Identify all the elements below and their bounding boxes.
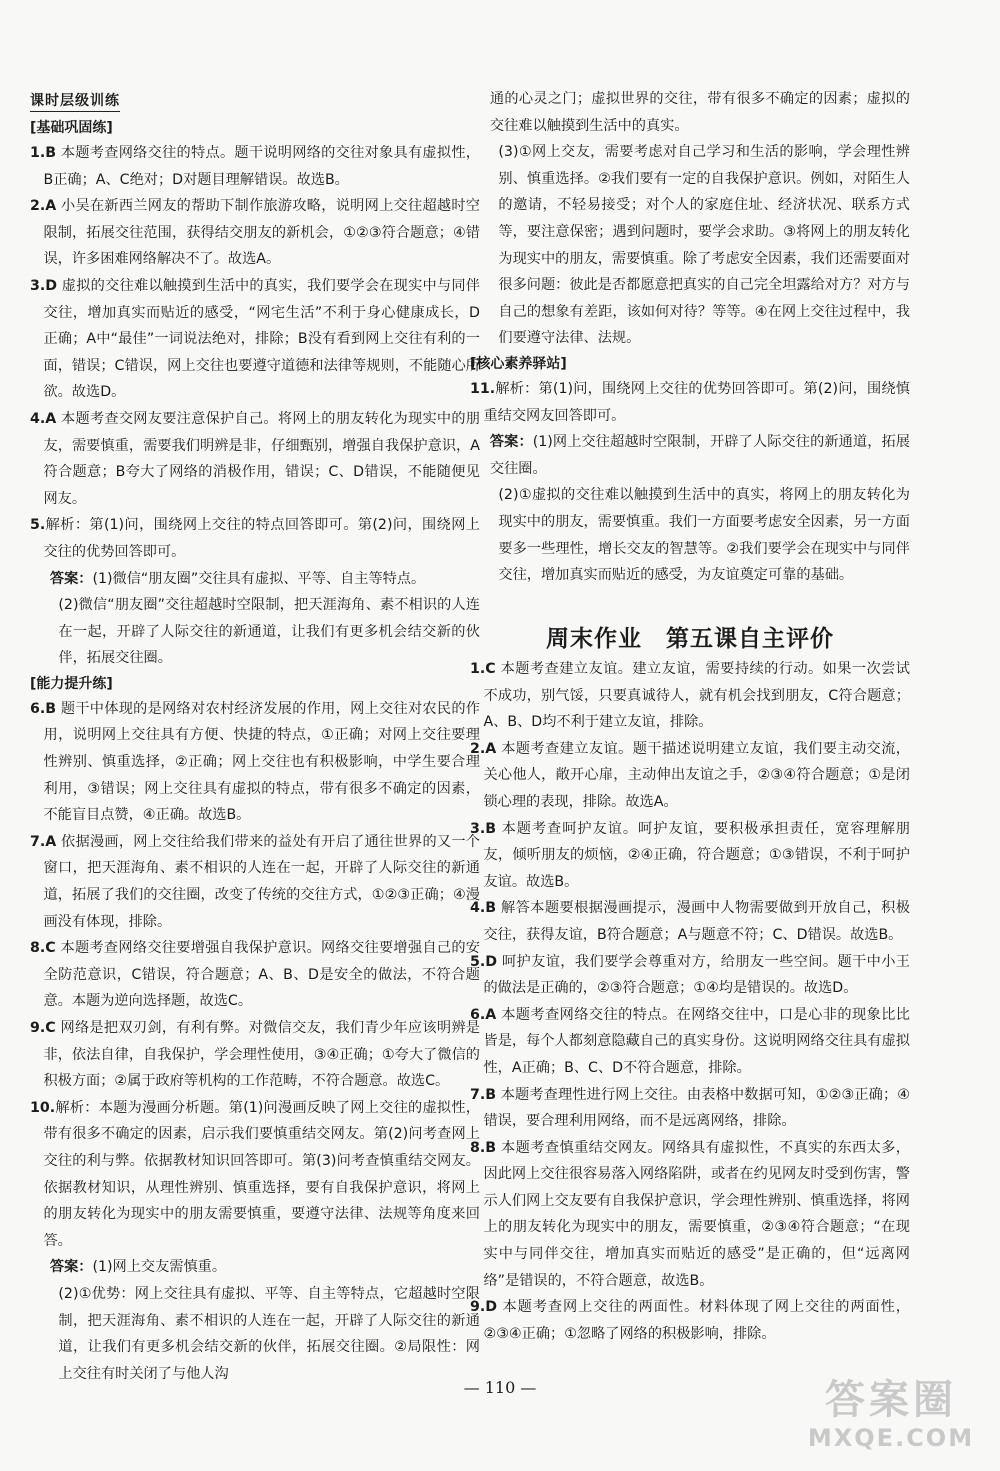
question-7: 7.A 依据漫画，网上交往给我们带来的益处有开启了通往世界的又一个窗口，把天涯海角、素不相识的人连在一起，开辟了人际交往的新通道，拓展了我们的交往圈，改变了传统的交往方式，①②③正确；④漫画没有体现，排除。 <box>30 833 480 930</box>
question-5: 5.解析：第(1)问，围绕网上交往的特点回答即可。第(2)问，围绕网上交往的优势回答即可。 <box>30 517 480 560</box>
question-8: 8.C 本题考查网络交往要增强自我保护意识。网络交往要增强自己的安全防范意识，C错误，符合题意；A、B、D是安全的做法，不符合题意。本题为逆向选择题，故选C。 <box>30 940 480 1010</box>
weekend-question-1: 1.C 本题考查建立友谊。建立友谊，需要持续的行动。如果一次尝试不成功，别气馁，只要真诚待人，就有机会找到朋友，C符合题意；A、B、D均不利于建立友谊，排除。 <box>470 661 910 731</box>
watermark-text: 答案圈 <box>825 1376 957 1423</box>
weekend-question-4: 4.B 解答本题要根据漫画提示，漫画中人物需要做到开放自己，积极交往，获得友谊，B符合题意；A与题意不符；C、D错误。故选B。 <box>470 900 910 943</box>
q10-answer-3: (3)①网上交友，需要考虑对自己学习和生活的影响，学会理性辨别、慎重选择。②我们要有一定的自我保护意识。例如，对陌生人的邀请，不轻易接受；对个人的家庭住址、经济状况、联系方式等，要注意保密；遇到问题时，要学会求助。③将网上的朋友转化为现实中的朋友，需要慎重。除了考虑安全因素，我们还需要面对很多问题：彼此是否都愿意把真实的自己完全坦露给对方？对方与自己的想象有差距，该如何对待？等等。④在网上交往过程中，我们要遵守法律、法规。 <box>498 144 910 347</box>
weekend-section <box>470 656 910 1347</box>
weekend-question-9: 9.D 本题考查网上交往的两面性。材料体现了网上交往的两面性，②③④正确；①忽略了网络的积极影响，排除。 <box>470 1299 910 1342</box>
basic-section <box>30 116 480 1387</box>
watermark-url: MXQE.COM <box>807 1424 975 1452</box>
q10-answer-2: (2)①优势：网上交往具有虚拟、平等、自主等特点，它超越时空限制，把天涯海角、素不相识的人连在一起，开辟了人际交往的新通道，让我们有更多机会结交新的伙伴，拓展交往圈。②局限性：网上交往有时关闭了与他人沟 <box>58 1285 480 1382</box>
weekend-question-6: 6.A 本题考查网络交往的特点。在网络交往中，口是心非的现象比比皆是，每个人都刻意隐藏自己的真实身份。这说明网络交往具有虚拟性，A正确；B、C、D不符合题意，排除。 <box>470 1006 910 1076</box>
q10-answer-1: 答案：(1)网上交友需慎重。 <box>49 1259 227 1276</box>
q11-answer-1: 答案：(1)网上交往超越时空限制，开辟了人际交往的新通道，拓展交往圈。 <box>489 434 910 477</box>
weekend-question-8: 8.B 本题考查慎重结交网友。网络具有虚拟性，不真实的东西太多，因此网上交往很容易落入网络陷阱，或者在约见网友时受到伤害，警示人们网上交友要有自我保护意识，学会理性辨别、慎重选择，将网上的朋友转化为现实中的朋友，需要慎重，②③④符合题意；“在现实中与同伴交往，增加真实而贴近的感受”是正确的，但“远离网络”是错误的，不符合题意，故选B。 <box>470 1139 910 1289</box>
ability-heading: [能力提升练] <box>30 675 113 692</box>
q5-answer-2: (2)微信“朋友圈”交往超越时空限制，把天涯海角、素不相识的人连在一起，开辟了人际交往的新通道，让我们有更多机会结交新的伙伴，拓展交往圈。 <box>58 597 480 667</box>
q10-continued: 通的心灵之门；虚拟世界的交往，带有很多不确定的因素；虚拟的交往难以触摸到生活中的真实。 <box>489 91 910 134</box>
core-heading: [核心素养驿站] <box>470 355 567 372</box>
question-1: 1.B 本题考查网络交往的特点。题干说明网络的交往对象具有虚拟性，B正确；A、C绝对；D对题目理解错误。故选B。 <box>30 145 480 188</box>
question-11: 11.解析：第(1)问，围绕网上交往的优势回答即可。第(2)问，围绕慎重结交网友回答即可。 <box>470 380 910 424</box>
right-top-block <box>470 86 910 589</box>
weekend-title: 周末作业 第五课自主评价 <box>546 625 834 652</box>
q5-answer-1: 答案：(1)微信“朋友圈”交往具有虚拟、平等、自主等特点。 <box>49 570 426 587</box>
question-9: 9.C 网络是把双刃剑，有利有弊。对微信交友，我们青少年应该明辨是非，依法自律，自我保护，学会理性使用，③④正确；①夸大了微信的积极方面；②属于政府等机构的工作范畴，不符合题意。故选C。 <box>30 1020 480 1090</box>
q11-answer-2: (2)①虚拟的交往难以触摸到生活中的真实，将网上的朋友转化为现实中的朋友，需要慎重。我们一方面要考虑安全因素，另一方面要多一些理性，增长交友的智慧等。②我们要学会在现实中与同伴交往，增加真实而贴近的感受，为友谊奠定可靠的基础。 <box>498 487 910 584</box>
weekend-question-3: 3.B 本题考查呵护友谊。呵护友谊，要积极承担责任，宽容理解朋友，倾听朋友的烦恼，②④正确，符合题意；①③错误，不利于呵护友谊。故选B。 <box>470 820 910 890</box>
section-title: 课时层级训练 <box>30 90 120 112</box>
weekend-question-5: 5.D 呵护友谊，我们要学会尊重对方，给朋友一些空间。题干中小王的做法是正确的，②③符合题意；①④均是错误的。故选D。 <box>470 953 910 997</box>
question-6: 6.B 题干中体现的是网络对农村经济发展的作用，网上交往对农民的作用，说明网上交往具有方便、快捷的特点，①正确；对网上交往要理性辨别、慎重选择，②正确；网上交往也有积极影响，中学生要合理利用，③错误；网上交往具有虚拟的特点，带有很多不确定的因素，不能盲目点赞，④正确。故选B。 <box>30 700 480 824</box>
watermark-logo <box>796 1375 986 1457</box>
weekend-question-2: 2.A 本题考查建立友谊。题干描述说明建立友谊，我们要主动交流，关心他人，敞开心扉，主动伸出友谊之手，②③④符合题意；①是闭锁心理的表现，排除。故选A。 <box>470 740 910 810</box>
basic-heading: [基础巩固练] <box>30 120 113 136</box>
page-number: — 110 — <box>463 1378 537 1397</box>
question-2: 2.A 小吴在新西兰网友的帮助下制作旅游攻略，说明网上交往超越时空限制，拓展交往范围，获得结交朋友的新机会，①②③符合题意；④错误，许多困难网络解决不了。故选A。 <box>30 198 480 268</box>
question-10: 10.解析：本题为漫画分析题。第(1)问漫画反映了网上交往的虚拟性，带有很多不确定的因素，启示我们要慎重结交网友。第(2)问考查网上交往的利与弊。依据教材知识回答即可。第(3)问考查慎重结交网友。依据教材知识，从理性辨别、慎重选择，要有自我保护意识，将网上的朋友转化为现实中的朋友需要慎重，要遵守法律、法规等角度来回答。 <box>30 1099 480 1249</box>
question-3: 3.D 虚拟的交往难以触摸到生活中的真实，我们要学会在现实中与同伴交往，增加真实而贴近的感受，“网宅生活”不利于身心健康成长，D正确；A中“最佳”一词说法绝对，排除；B没有看到网上交往有利的一面，错误；C错误，网上交往也要遵守道德和法律等规则，不能随心所欲。故选D。 <box>30 277 480 401</box>
question-4: 4.A 本题考查交网友要注意保护自己。将网上的朋友转化为现实中的朋友，需要慎重，需要我们明辨是非，仔细甄别，增强自我保护意识，A符合题意；B夸大了网络的消极作用，错误；C、D错误，不能随便见网友。 <box>30 410 480 507</box>
weekend-question-7: 7.B 本题考查理性进行网上交往。由表格中数据可知，①②③正确；④错误，要合理利用网络，而不是远离网络，排除。 <box>470 1086 910 1130</box>
